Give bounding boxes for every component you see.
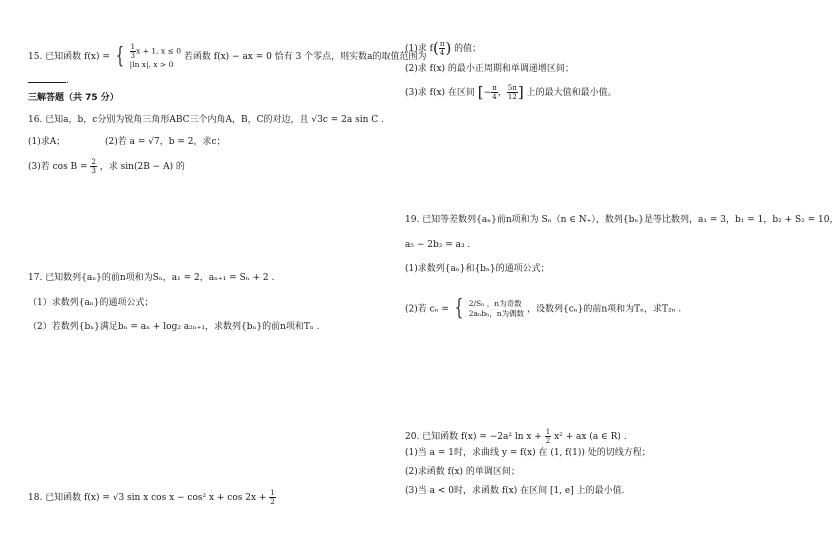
q15-end: . xyxy=(66,76,69,86)
question-15 xyxy=(28,43,427,70)
q15-prefix: 15. 已知函数 xyxy=(28,52,82,62)
q15-answer-line xyxy=(28,74,69,88)
q19-piecewise-brace: { xyxy=(454,296,464,321)
question-18-part-3: (3)求 f(x) 在区间 [− $\frac{\pi}{4}$ ， $\frac{5\pi}{12}$ ] 上的最大值和最小值。 xyxy=(405,83,617,101)
question-19-part-1: (1)求数列{aₙ}和{bₙ}的通项公式； xyxy=(405,264,550,274)
question-16-parts xyxy=(28,136,226,149)
question-17-part-1: （1）求数列{aₙ}的通项公式； xyxy=(28,298,154,308)
question-18-part-2: (2)求 f(x) 的最小正周期和单调递增区间； xyxy=(405,64,574,74)
question-19-part-2: (2)若 cₙ = { 2/Sₙ ，n为奇数 2aₙbₙ，n为偶数 ，设数列{cₙ}的前n项和为Tₙ，求T₂ₙ . xyxy=(405,296,682,321)
question-19-stem: 19. 已知等差数列{aₙ}前n项和为 Sₙ（n ∈ N₊），数列{bₙ}是等比数列，a₁ = 3，b₁ = 1，b₂ + S₂ = 10， xyxy=(405,215,838,225)
question-17-stem: 17. 已知数列{aₙ}的前n项和为Sₙ，a₁ = 2，aₙ₊₁ = Sₙ + 2 . xyxy=(28,273,275,283)
piecewise-brace: { xyxy=(115,43,124,69)
q16-part-1: (1)求A； xyxy=(28,137,66,147)
q15-piece-1-frac: $\frac{1}{3}$ xyxy=(130,43,136,60)
answer-blank xyxy=(28,74,66,83)
section-heading: 三解答题（共 75 分） xyxy=(28,93,119,103)
q19-pieces: 2/Sₙ ，n为奇数 2aₙbₙ，n为偶数 xyxy=(468,299,525,318)
q15-fx: f(x) = xyxy=(84,52,110,62)
q15-suffix: 若函数 f(x) − ax = 0 恰有 3 个零点，则实数a的取值范围为 xyxy=(183,52,427,62)
question-18-part-1: (1)求 f( $\frac{\pi}{4}$ ) 的值； xyxy=(405,39,482,57)
q18-p3-frac-b: $\frac{5\pi}{12}$ xyxy=(507,84,517,101)
question-20-part-2: (2)求函数 f(x) 的单调区间； xyxy=(405,467,520,477)
question-17-part-2: （2）若数列{bₙ}满足bₙ = aₙ + log₂ a₂ₙ₊₁，求数列{bₙ}的前n项和Tₙ . xyxy=(28,322,320,332)
q16-frac: $\frac{2}{3}$ xyxy=(91,158,96,175)
q16-part-2: (2)若 a = √7，b = 2，求c； xyxy=(105,137,226,147)
q15-pieces xyxy=(130,43,181,70)
question-20-part-3: (3)当 a < 0时，求函数 f(x) 在区间 [1, e] 上的最小值. xyxy=(405,486,625,496)
question-19-stem-2: a₅ − 2b₂ = a₃ . xyxy=(405,240,471,250)
q18-p1-frac: $\frac{\pi}{4}$ xyxy=(439,40,445,57)
q20-frac: $\frac{1}{2}$ xyxy=(545,428,551,445)
q15-piece-1: $\frac{1}{3}$ x + 1, x ≤ 0 xyxy=(130,43,182,60)
question-20-stem: 20. 已知函数 f(x) = −2a² ln x + $\frac{1}{2}$ x² + ax (a ∈ R) . xyxy=(405,428,627,445)
question-16-part-3: (3)若 cos B = $\frac{2}{3}$ ，求 sin(2B − A) 的 xyxy=(28,158,185,175)
q18-frac: $\frac{1}{2}$ xyxy=(270,489,275,506)
q15-piece-2: |ln x|, x > 0 xyxy=(129,60,174,69)
question-18-stem: 18. 已知函数 f(x) = √3 sin x cos x − cos² x + cos 2x + $\frac{1}{2}$ xyxy=(28,489,275,506)
question-20-part-1: (1)当 a = 1时，求曲线 y = f(x) 在 (1, f(1)) 处的切线方程； xyxy=(405,448,651,458)
question-16-stem: 16. 已知a，b，c分别为锐角三角形ABC三个内角A，B，C的对边，且 √3c = 2a sin C . xyxy=(28,115,384,125)
q18-p3-frac-a: $\frac{\pi}{4}$ xyxy=(492,84,497,101)
